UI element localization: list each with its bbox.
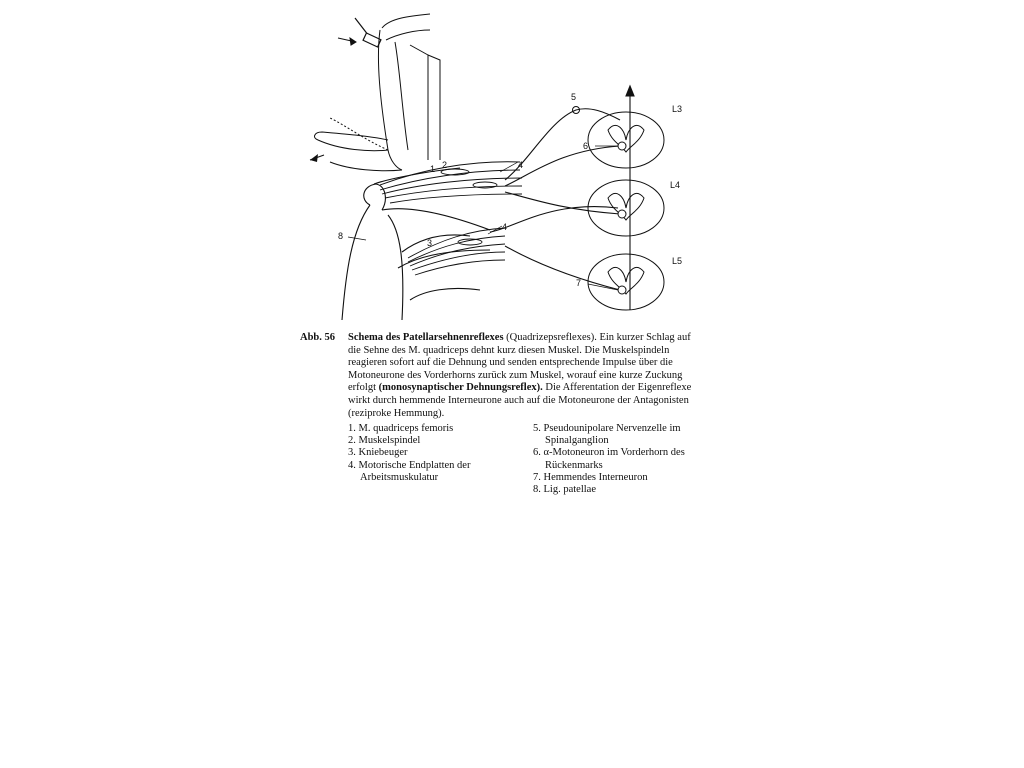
legend-column-right xyxy=(533,423,713,496)
caption-body-2: Die Afferentation der Eigenreflexe wirkt durch hemmende Interneurone auch auf die Motoneurone der Antagonisten (reziproke Hemmung). xyxy=(348,382,692,419)
label-leaders xyxy=(348,146,618,290)
legend-item-subtext: Arbeitsmuskulatur xyxy=(360,471,439,483)
legend-item-text: 2. Muskelspindel xyxy=(348,435,421,447)
caption-body-1: die Sehne des M. quadriceps dehnt kurz diesen Muskel. Die Muskelspindeln reagieren sofort auf die Dehnung und senden entsprechende Impulse über die Motoneurone des Vorderhorns zurück zum Muskel, worauf eine kurze Zuckung erfolgt xyxy=(348,344,683,394)
quadriceps-muscle xyxy=(380,162,522,203)
caption-abb: Abb. 56 xyxy=(300,332,336,343)
caption-body xyxy=(300,345,710,421)
legend-item-text: 4. Motorische Endplatten der xyxy=(348,459,471,471)
strike-arrow xyxy=(338,38,356,45)
label-l5: L5 xyxy=(672,256,683,266)
spinal-segment-l4 xyxy=(588,180,664,236)
legend-item-text: 5. Pseudounipolare Nervenzelle im xyxy=(533,423,681,434)
legend-item xyxy=(348,423,528,435)
legend-item xyxy=(348,447,528,459)
label-l4: L4 xyxy=(670,180,681,190)
caption-title: Schema des Patellarsehnenreflexes xyxy=(348,332,504,343)
legend-item-text: 3. Kniebeuger xyxy=(348,447,408,459)
label-1: 1 xyxy=(430,164,436,174)
label-3: 3 xyxy=(427,238,433,248)
legend-column-left xyxy=(348,423,528,484)
label-8: 8 xyxy=(338,231,344,241)
patellar-reflex-diagram xyxy=(290,0,720,320)
label-4b: 4 xyxy=(502,222,508,232)
legend-item-text: 1. M. quadriceps femoris xyxy=(348,423,454,434)
legend-item xyxy=(348,460,528,484)
legend-item-subtext: Spinalganglion xyxy=(545,435,609,447)
legend-item-subtext: Rückenmarks xyxy=(545,459,603,471)
legend-item xyxy=(533,423,713,447)
label-l3: L3 xyxy=(672,104,683,114)
caption-bold-term: (monosynaptischer Dehnungsreflex). xyxy=(378,382,543,394)
knee-joint xyxy=(342,168,490,320)
reflex-figure xyxy=(290,0,720,512)
figure-caption xyxy=(300,332,710,420)
legend-item xyxy=(533,447,713,471)
inhibitory-interneuron xyxy=(618,286,626,294)
label-6: 6 xyxy=(583,141,589,151)
label-4a: 4 xyxy=(518,160,524,170)
legend-item xyxy=(533,484,713,496)
label-2: 2 xyxy=(442,160,448,170)
legend-item xyxy=(533,472,713,484)
spinal-segment-l3 xyxy=(588,112,664,168)
label-5: 5 xyxy=(571,92,577,102)
caption-title-suffix: (Quadrizepsreflexes). Ein kurzer Schlag auf xyxy=(503,332,691,343)
legend-item-text: 6. α-Motoneuron im Vorderhorn des xyxy=(533,447,685,459)
spinal-segment-l5 xyxy=(588,254,664,310)
reflex-hammer xyxy=(355,18,381,47)
legend-item-text: 7. Hemmendes Interneuron xyxy=(533,471,648,483)
kick-arrow xyxy=(310,154,318,162)
legend-item xyxy=(348,435,528,447)
label-7: 7 xyxy=(576,278,582,288)
nerve-fibers xyxy=(490,109,620,290)
legend-item-text: 8. Lig. patellae xyxy=(533,484,596,496)
